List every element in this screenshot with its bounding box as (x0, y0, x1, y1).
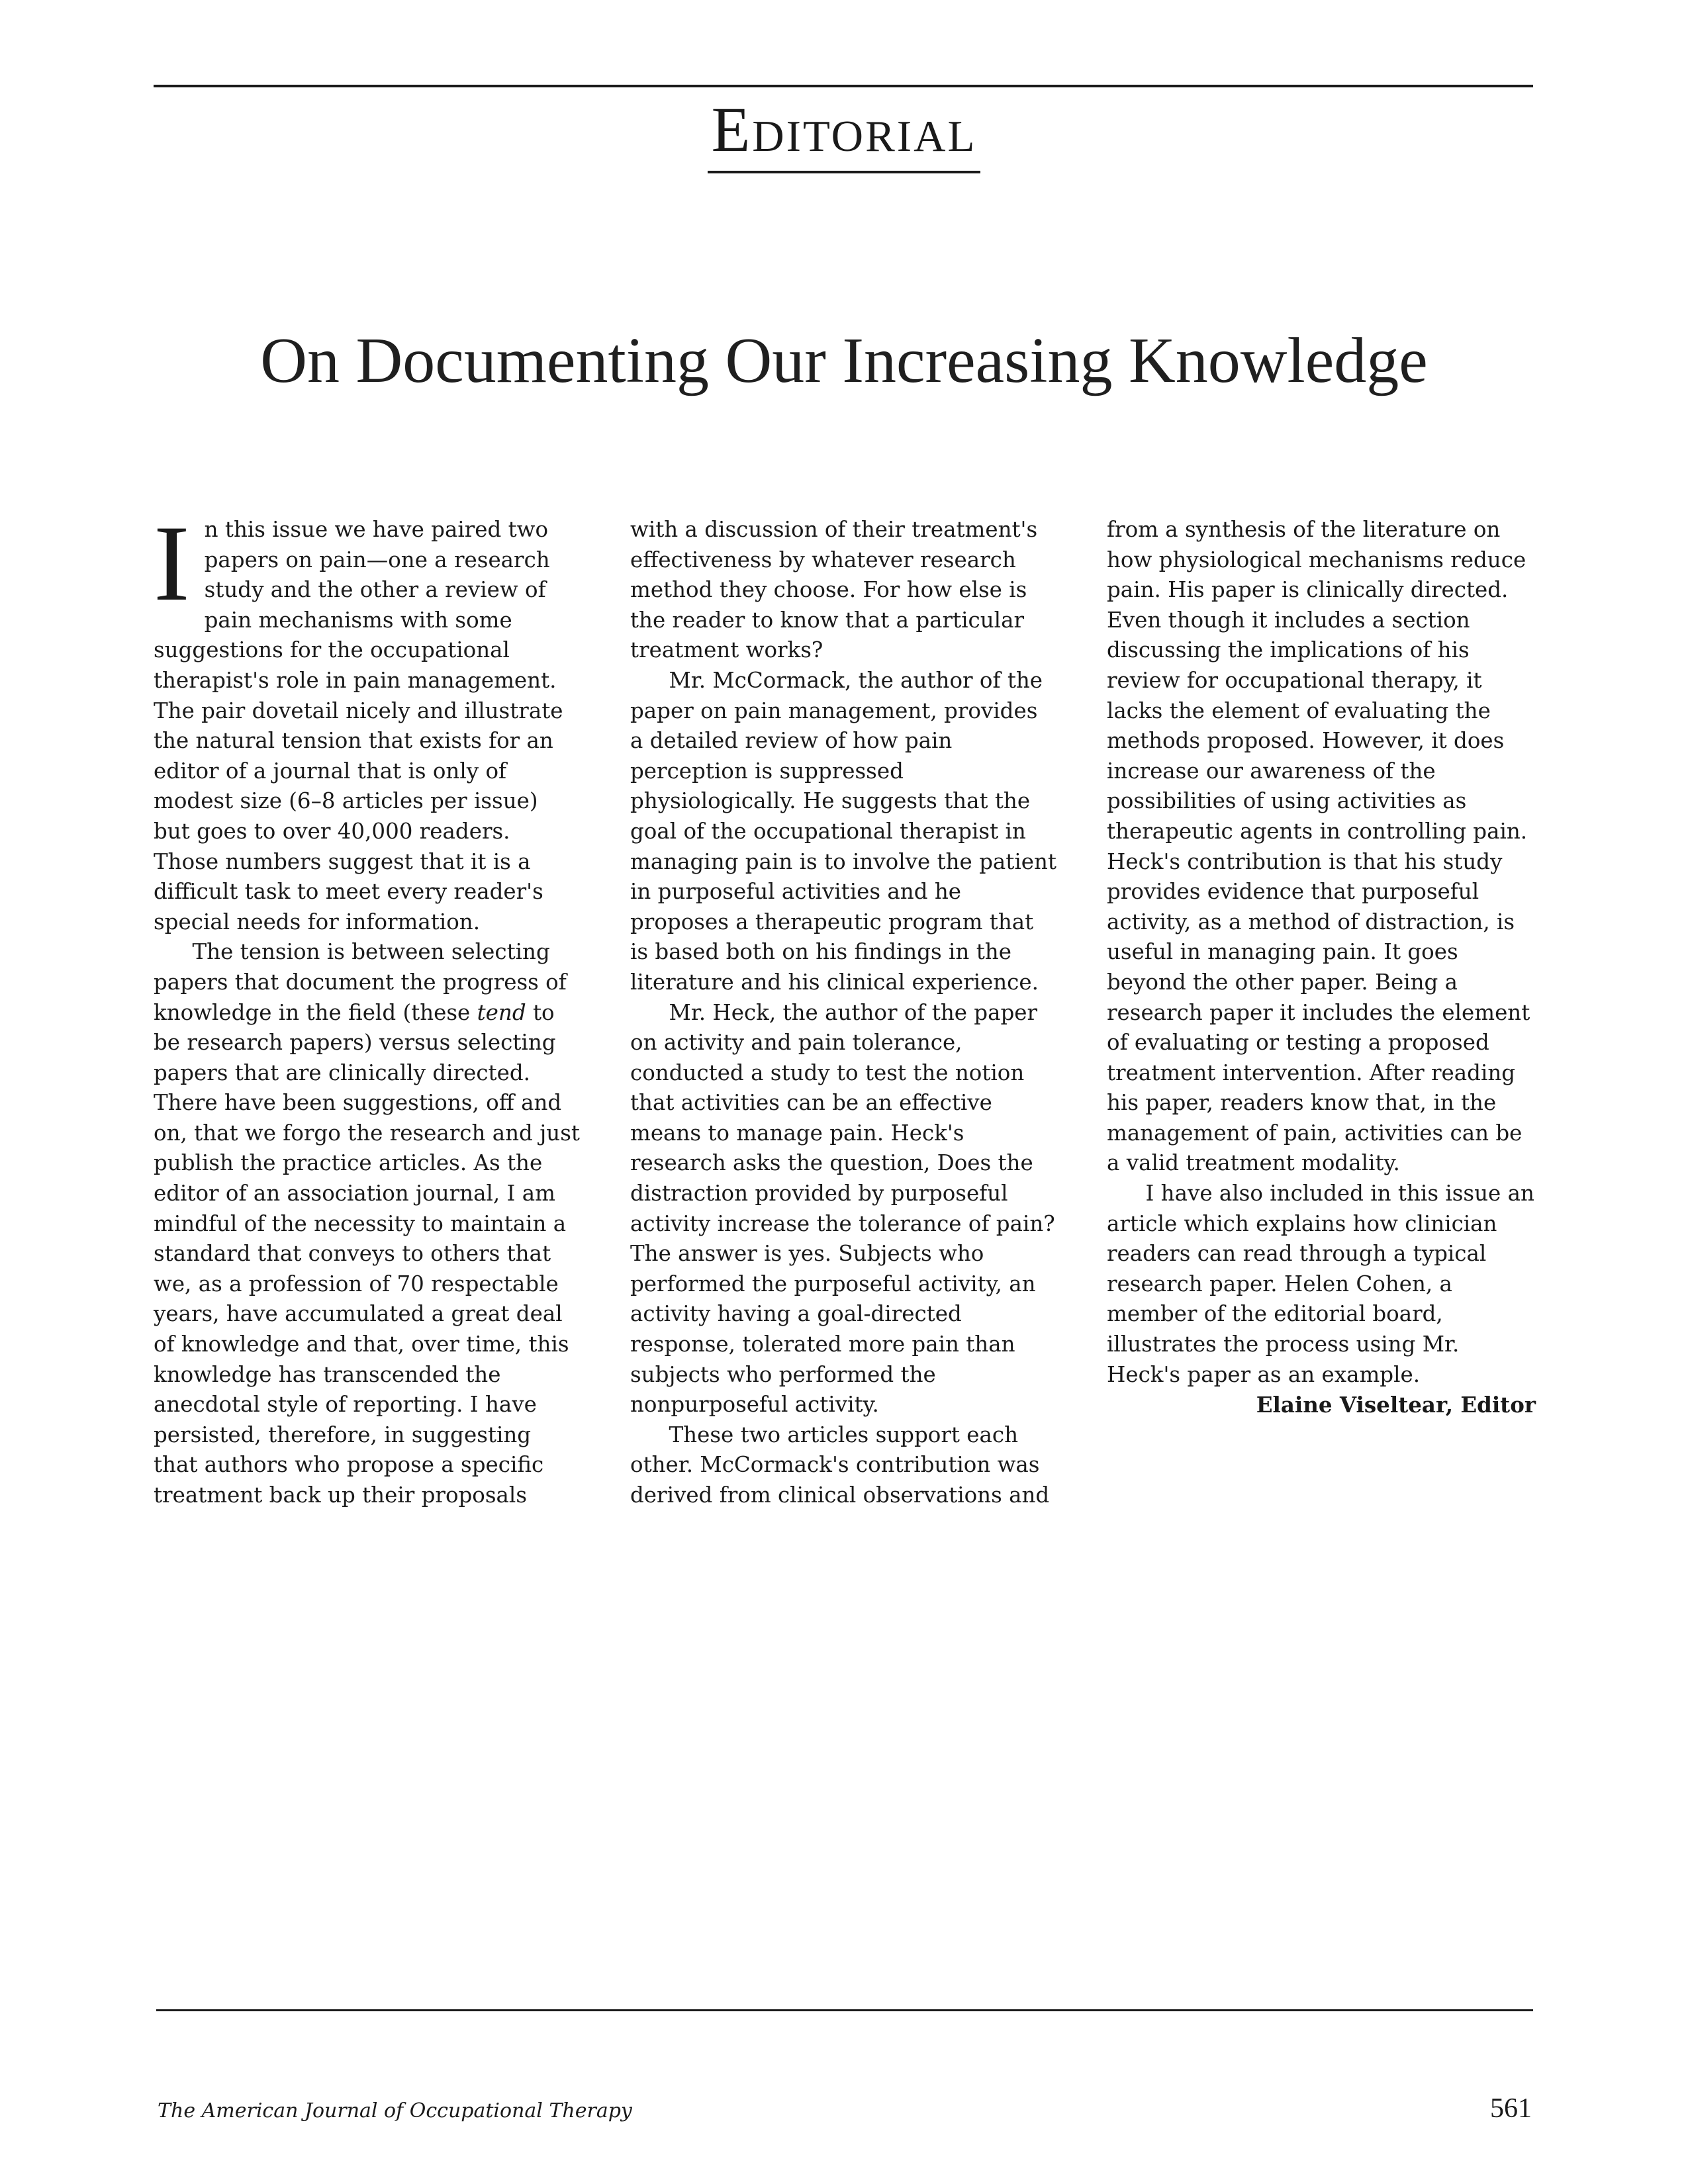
paragraph-6: I have also included in this issue an article which explains how clinician readers can read through a typical research paper. Helen Cohen, a member of the editorial board, illustrates the process using Mr. Heck's paper as an example. (1107, 1181, 1534, 1387)
paragraph-4: Mr. Heck, the author of the paper on activity and pain tolerance, conducted a study to test the notion that activities can be an effective means to manage pain. Heck's research asks the question, Does the distraction provided by purposeful activity increase the tolerance of pain? The answer is yes. Subjects who performed the purposeful activity, an activity having a goal-directed response, tolerated more pain than subjects who performed the nonpurposeful activity. (630, 999, 1055, 1418)
column-1 (154, 504, 581, 1511)
paragraph-3: Mr. McCormack, the author of the paper on pain management, provides a detailed review of how pain perception is suppressed physiologically. He suggests that the goal of the occupational therapist in managing pain is to involve the patient in purposeful activities and he proposes a therapeutic program that is based both on his findings in the literature and his clinical experience. (630, 667, 1056, 995)
article-title: On Documenting Our Increasing Knowledge (260, 325, 1428, 396)
section-heading (0, 94, 1688, 173)
paragraph-2 (154, 937, 581, 1510)
page-number: 561 (1490, 2093, 1532, 2124)
paragraph-1 (154, 504, 581, 937)
column-2 (630, 515, 1057, 1511)
paragraph-2-emphasis: tend (477, 999, 526, 1025)
bottom-rule (156, 2009, 1533, 2011)
column-3 (1107, 515, 1536, 1420)
paragraph-5-continued: from a synthesis of the literature on how physiological mechanisms reduce pain. His paper is clinically directed. Even though it includes a section discussing the implications of his review for occupational therapy, it lacks the element of evaluating the methods proposed. However, it does increase our awareness of the possibilities of using activities as therapeutic agents in controlling pain. Heck's contribution is that his study provides evidence that purposeful activity, as a method of distraction, is useful in managing pain. It goes beyond the other paper. Being a research paper it includes the element of evaluating or testing a proposed treatment intervention. After reading his paper, readers know that, in the management of pain, activities can be a valid treatment modality. (1107, 517, 1530, 1176)
paragraph-2-text-start: The tension is between selecting papers that document the progress of knowledge in the field (these (154, 939, 567, 1025)
section-heading-text: Editorial (708, 98, 981, 173)
drop-cap: I (154, 504, 190, 623)
footer-journal-name: The American Journal of Occupational Therapy (158, 2099, 632, 2122)
editor-signature: Elaine Viseltear, Editor (1256, 1392, 1536, 1418)
paragraph-2-continued: with a discussion of their treatment's effectiveness by whatever research method they choose. For how else is the reader to know that a particular treatment works? (630, 517, 1038, 663)
paragraph-2-text-end: to be research papers) versus selecting papers that are clinically directed. There have been suggestions, off and on, that we forgo the research and just publish the practice articles. As the editor of an association journal, I am mindful of the necessity to maintain a standard that conveys to others that we, as a profession of 70 respectable years, have accumulated a great deal of knowledge and that, over time, this knowledge has transcended the anecdotal style of reporting. I have persisted, therefore, in suggesting that authors who propose a specific treatment back up their proposals (154, 999, 580, 1508)
paragraph-1-text: n this issue we have paired two papers on pain—one a research study and the other a review of pain mechanisms with some suggestions for the occupational therapist's role in pain management. The pair dovetail nicely and illustrate the natural tension that exists for an editor of a journal that is only of modest size (6–8 articles per issue) but goes to over 40,000 readers. Those numbers suggest that it is a difficult task to meet every reader's special needs for information. (154, 517, 563, 934)
top-rule (154, 85, 1533, 87)
paragraph-5-start: These two articles support each other. McCormack's contribution was derived from clinical observations and (630, 1422, 1050, 1508)
